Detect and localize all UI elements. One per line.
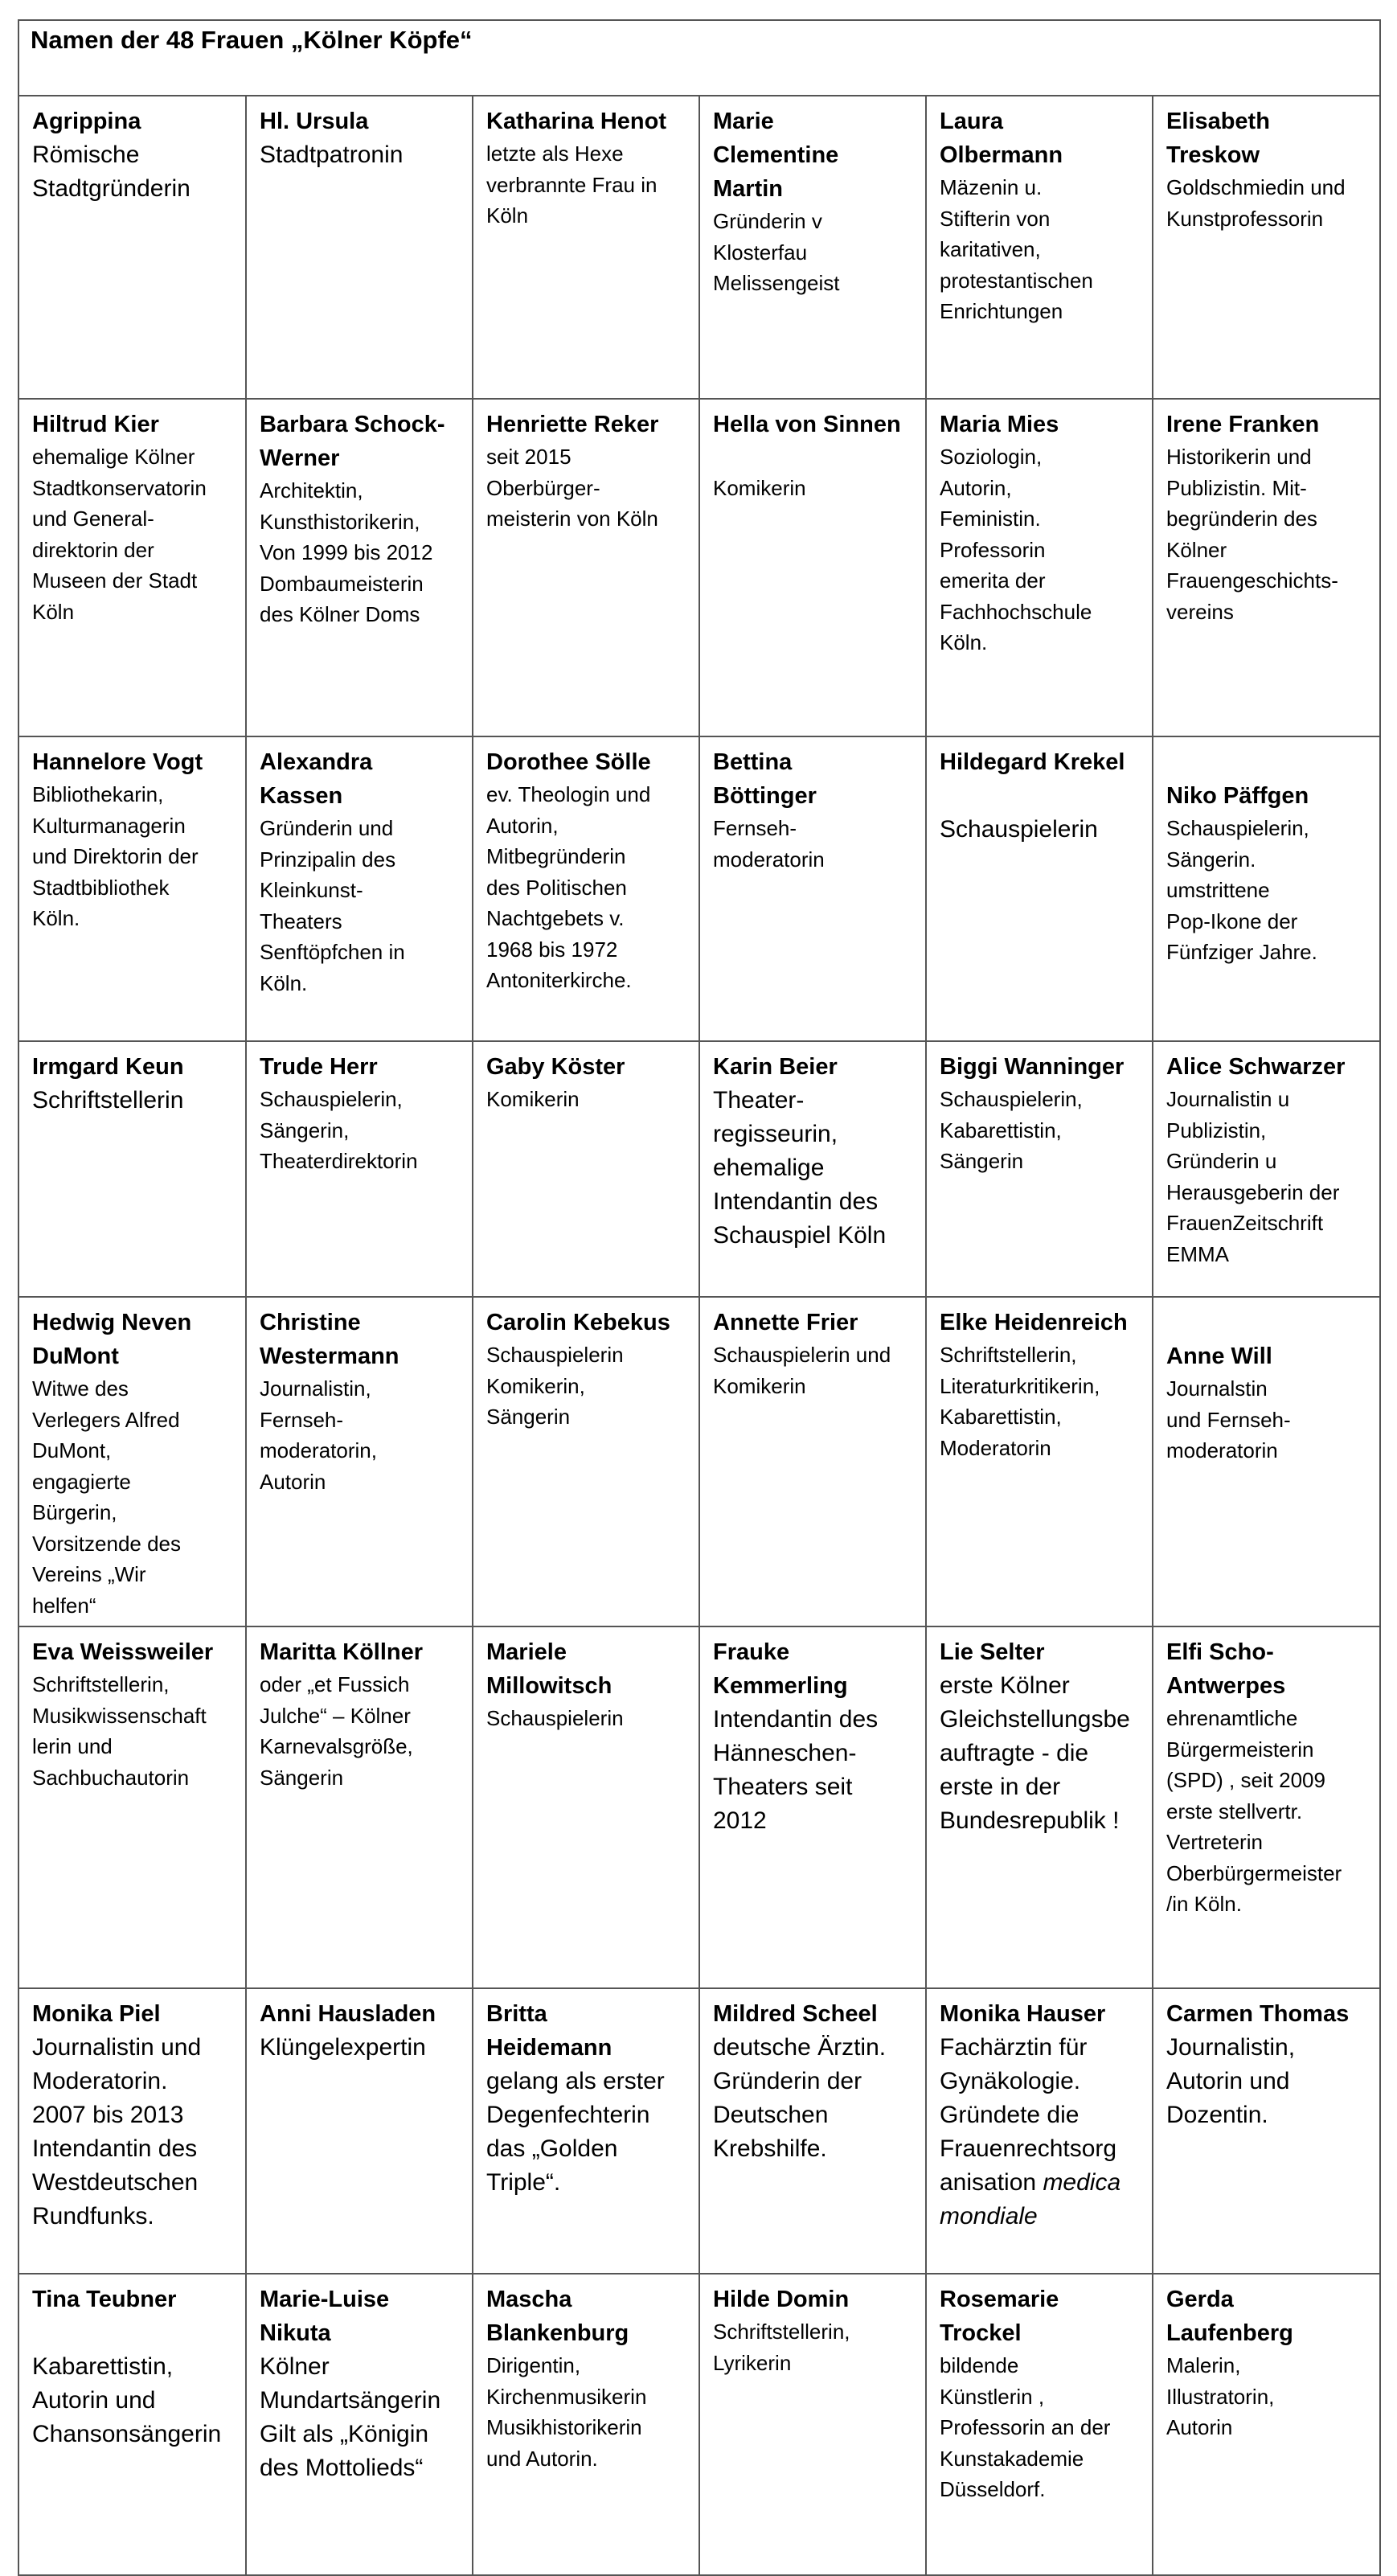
document-title: Namen der 48 Frauen „Kölner Köpfe“ bbox=[31, 26, 473, 54]
person-cell bbox=[1153, 1041, 1380, 1297]
person-cell bbox=[1153, 1988, 1380, 2274]
person-name: Hannelore Vogt bbox=[32, 749, 203, 775]
person-cell bbox=[1153, 399, 1380, 736]
person-name: Carolin Kebekus bbox=[486, 1310, 670, 1335]
description-text: Schauspielerin bbox=[940, 816, 1098, 843]
person-name: Alexandra Kassen bbox=[260, 749, 373, 809]
person-name: Rosemarie Trockel bbox=[940, 2287, 1059, 2346]
person-description bbox=[260, 813, 464, 999]
person-cell bbox=[18, 1988, 246, 2274]
person-name: Anni Hausladen bbox=[260, 2001, 436, 2027]
person-cell bbox=[246, 1626, 473, 1988]
person-name: Mariele Millowitsch bbox=[486, 1639, 612, 1699]
person-description bbox=[486, 138, 690, 232]
person-description bbox=[1166, 1703, 1371, 1920]
women-table bbox=[18, 19, 1381, 2576]
person-cell bbox=[699, 1626, 926, 1988]
person-cell bbox=[473, 399, 699, 736]
description-text: Journalstin und Fernseh- moderatorin bbox=[1166, 1376, 1291, 1462]
description-text: Schauspielerin Komikerin, Sängerin bbox=[486, 1343, 624, 1429]
person-cell bbox=[699, 1041, 926, 1297]
person-description bbox=[713, 2316, 917, 2378]
person-cell bbox=[246, 96, 473, 399]
person-cell bbox=[473, 1626, 699, 1988]
person-cell bbox=[926, 736, 1153, 1041]
person-cell bbox=[926, 1041, 1153, 1297]
person-description bbox=[940, 1339, 1144, 1463]
person-description bbox=[940, 441, 1144, 658]
description-text: Schriftstellerin, Musikwissenschaft lerin und Sachbuchautorin bbox=[32, 1672, 207, 1790]
person-cell bbox=[18, 1041, 246, 1297]
person-description bbox=[32, 779, 237, 934]
table-title bbox=[18, 20, 1380, 96]
person-name: Elke Heidenreich bbox=[940, 1310, 1128, 1335]
person-cell bbox=[18, 2274, 246, 2575]
person-description bbox=[486, 1339, 690, 1433]
person-description bbox=[1166, 172, 1371, 234]
person-name: Irene Franken bbox=[1166, 412, 1320, 437]
description-text: Fernseh- moderatorin bbox=[713, 816, 825, 872]
description-text: Schriftstellerin, Lyrikerin bbox=[713, 2320, 850, 2375]
person-cell bbox=[18, 399, 246, 736]
description-text: Goldschmiedin und Kunstprofessorin bbox=[1166, 175, 1346, 231]
person-description bbox=[486, 441, 690, 535]
person-description bbox=[1166, 2350, 1371, 2443]
person-cell bbox=[473, 96, 699, 399]
person-description bbox=[940, 779, 1144, 847]
person-cell bbox=[699, 736, 926, 1041]
person-description bbox=[940, 2350, 1144, 2505]
person-name: Christine Westermann bbox=[260, 1310, 399, 1369]
person-description bbox=[1166, 2031, 1371, 2132]
description-text: Schriftstellerin bbox=[32, 1087, 184, 1114]
table-row bbox=[18, 2274, 1380, 2575]
person-name: Hl. Ursula bbox=[260, 109, 369, 134]
table-row bbox=[18, 96, 1380, 399]
person-cell bbox=[699, 96, 926, 399]
person-cell bbox=[473, 736, 699, 1041]
person-cell bbox=[1153, 736, 1380, 1041]
description-text: seit 2015 Oberbürger- meisterin von Köln bbox=[486, 445, 658, 531]
person-name: Eva Weissweiler bbox=[32, 1639, 214, 1665]
description-text: Fachärztin für Gynäkologie. Gründete die Frauenrechtsorg anisation bbox=[940, 2034, 1117, 2196]
description-text: Witwe des Verlegers Alfred DuMont, engagierte Bürgerin, Vorsitzende des Vereins „Wir helfen“ bbox=[32, 1376, 182, 1618]
person-name: Gerda Laufenberg bbox=[1166, 2287, 1293, 2346]
description-text: bildende Künstlerin , Professorin an der Kunstakademie Düsseldorf. bbox=[940, 2353, 1111, 2501]
person-cell bbox=[699, 1297, 926, 1626]
person-description bbox=[32, 1084, 237, 1118]
description-text: Theater- regisseurin, ehemalige Intendantin des Schauspiel Köln bbox=[713, 1087, 887, 1249]
person-description bbox=[713, 1084, 917, 1253]
table-row bbox=[18, 1988, 1380, 2274]
description-text: Intendantin des Hänneschen- Theaters seit 2012 bbox=[713, 1706, 879, 1834]
person-cell bbox=[246, 736, 473, 1041]
description-text: oder „et Fussich Julche“ – Kölner Karnevalsgröße, Sängerin bbox=[260, 1672, 413, 1790]
person-description bbox=[713, 441, 917, 503]
person-description bbox=[713, 813, 917, 875]
table-row bbox=[18, 736, 1380, 1041]
person-name: Monika Hauser bbox=[940, 2001, 1106, 2027]
person-name: Hedwig Neven DuMont bbox=[32, 1310, 192, 1369]
person-cell bbox=[926, 399, 1153, 736]
person-description bbox=[486, 2065, 690, 2200]
person-cell bbox=[18, 96, 246, 399]
person-name: Barbara Schock- Werner bbox=[260, 412, 445, 471]
table-row bbox=[18, 399, 1380, 736]
person-cell bbox=[699, 399, 926, 736]
person-name: Laura Olbermann bbox=[940, 109, 1063, 168]
description-text: Komikerin bbox=[713, 475, 806, 500]
person-description bbox=[486, 779, 690, 996]
person-description bbox=[32, 441, 237, 627]
person-name: Lie Selter bbox=[940, 1639, 1045, 1665]
person-description bbox=[32, 1669, 237, 1793]
person-name: Mildred Scheel bbox=[713, 2001, 878, 2027]
person-cell bbox=[926, 1626, 1153, 1988]
person-name: Gaby Köster bbox=[486, 1054, 625, 1080]
person-name: Hiltrud Kier bbox=[32, 412, 159, 437]
person-description bbox=[486, 2350, 690, 2474]
person-name: Maritta Köllner bbox=[260, 1639, 424, 1665]
person-description bbox=[713, 2031, 917, 2166]
description-text: Kabarettistin, Autorin und Chansonsängerin bbox=[32, 2353, 222, 2447]
organization-name: medica mondiale bbox=[940, 2169, 1121, 2229]
person-description bbox=[1166, 1084, 1371, 1270]
person-cell bbox=[473, 2274, 699, 2575]
table-row bbox=[18, 1297, 1380, 1626]
person-name: Britta Heidemann bbox=[486, 2001, 612, 2061]
person-cell bbox=[18, 1626, 246, 1988]
person-description bbox=[260, 1669, 464, 1793]
person-cell bbox=[926, 2274, 1153, 2575]
person-description bbox=[260, 138, 464, 172]
person-description bbox=[940, 1669, 1144, 1838]
description-text: Kölner Mundartsängerin Gilt als „Königin des Mottolieds“ bbox=[260, 2353, 441, 2481]
person-cell bbox=[246, 2274, 473, 2575]
description-text: Schauspielerin, Sängerin. umstrittene Pop-Ikone der Fünfziger Jahre. bbox=[1166, 816, 1317, 964]
person-cell bbox=[473, 1041, 699, 1297]
person-cell bbox=[246, 1988, 473, 2274]
description-text: Dirigentin, Kirchenmusikerin Musikhistorikerin und Autorin. bbox=[486, 2353, 647, 2471]
table-row bbox=[18, 1626, 1380, 1988]
person-description bbox=[486, 1084, 690, 1115]
person-name: Marie-Luise Nikuta bbox=[260, 2287, 390, 2346]
description-text: Römische Stadtgründerin bbox=[32, 142, 190, 202]
description-text: Historikerin und Publizistin. Mit- begründerin des Kölner Frauengeschichts- vereins bbox=[1166, 445, 1338, 624]
person-cell bbox=[1153, 1297, 1380, 1626]
person-description bbox=[32, 2031, 237, 2233]
person-name: Elfi Scho- Antwerpes bbox=[1166, 1639, 1286, 1699]
description-text: Schauspielerin, Sängerin, Theaterdirektorin bbox=[260, 1087, 418, 1173]
description-text: Architektin, Kunsthistorikerin, Von 1999 bis 2012 Dombaumeisterin des Kölner Doms bbox=[260, 478, 433, 626]
description-text: Mäzenin u. Stifterin von karitativen, protestantischen Enrichtungen bbox=[940, 175, 1093, 323]
person-description bbox=[940, 2031, 1144, 2233]
person-name: Dorothee Sölle bbox=[486, 749, 651, 775]
person-description bbox=[260, 475, 464, 630]
person-description bbox=[940, 172, 1144, 327]
person-name: Annette Frier bbox=[713, 1310, 858, 1335]
person-name: Trude Herr bbox=[260, 1054, 378, 1080]
description-text: erste Kölner Gleichstellungsbe auftragte - die erste in der Bundesrepublik ! bbox=[940, 1672, 1130, 1834]
person-cell bbox=[18, 736, 246, 1041]
description-text: letzte als Hexe verbrannte Frau in Köln bbox=[486, 142, 658, 228]
description-text: Schauspielerin und Komikerin bbox=[713, 1343, 891, 1398]
person-description bbox=[713, 1703, 917, 1838]
person-cell bbox=[18, 1297, 246, 1626]
person-description bbox=[260, 1084, 464, 1177]
description-text: deutsche Ärztin. Gründerin der Deutschen Krebshilfe. bbox=[713, 2034, 887, 2162]
person-name: Henriette Reker bbox=[486, 412, 659, 437]
person-name: Carmen Thomas bbox=[1166, 2001, 1350, 2027]
description-text: Klüngelexpertin bbox=[260, 2034, 426, 2061]
person-description bbox=[940, 1084, 1144, 1177]
table-row bbox=[18, 1041, 1380, 1297]
person-description bbox=[713, 206, 917, 299]
description-text: Malerin, Illustratorin, Autorin bbox=[1166, 2353, 1275, 2439]
person-description bbox=[32, 138, 237, 206]
description-text: Stadtpatronin bbox=[260, 142, 404, 168]
person-description bbox=[1166, 813, 1371, 968]
description-text: Journalistin, Autorin und Dozentin. bbox=[1166, 2034, 1296, 2128]
person-description bbox=[260, 2350, 464, 2485]
person-name: Hildegard Krekel bbox=[940, 749, 1125, 775]
person-cell bbox=[1153, 96, 1380, 399]
description-text: Bibliothekarin, Kulturmanagerin und Direktorin der Stadtbibliothek Köln. bbox=[32, 782, 199, 930]
person-description bbox=[260, 1373, 464, 1497]
description-text: Gründerin v Klosterfau Melissengeist bbox=[713, 209, 840, 295]
description-text: ev. Theologin und Autorin, Mitbegründerin des Politischen Nachtgebets v. 1968 bis 1972 Antoniterkirche. bbox=[486, 782, 651, 992]
person-name: Hilde Domin bbox=[713, 2287, 850, 2312]
person-name: Katharina Henot bbox=[486, 109, 666, 134]
person-name: Maria Mies bbox=[940, 412, 1059, 437]
person-name: Frauke Kemmerling bbox=[713, 1639, 848, 1699]
description-text: Soziologin, Autorin, Feministin. Professorin emerita der Fachhochschule Köln. bbox=[940, 445, 1092, 654]
description-text: Schauspielerin bbox=[486, 1706, 624, 1730]
person-description bbox=[260, 2031, 464, 2065]
person-name: Mascha Blankenburg bbox=[486, 2287, 629, 2346]
person-name: Alice Schwarzer bbox=[1166, 1054, 1346, 1080]
person-cell bbox=[473, 1988, 699, 2274]
description-text: ehemalige Kölner Stadtkonservatorin und General- direktorin der Museen der Stadt Köln bbox=[32, 445, 207, 624]
description-text: ehrenamtliche Bürgermeisterin (SPD) , seit 2009 erste stellvertr. Vertreterin Oberbürgermeister /in Köln. bbox=[1166, 1706, 1342, 1916]
description-text: gelang als erster Degenfechterin das „Golden Triple“. bbox=[486, 2068, 665, 2196]
description-text: Schriftstellerin, Literaturkritikerin, Kabarettistin, Moderatorin bbox=[940, 1343, 1100, 1460]
person-cell bbox=[1153, 2274, 1380, 2575]
person-name: Marie Clementine Martin bbox=[713, 109, 839, 202]
person-name: Tina Teubner bbox=[32, 2287, 177, 2312]
person-name: Irmgard Keun bbox=[32, 1054, 184, 1080]
person-cell bbox=[473, 1297, 699, 1626]
person-description bbox=[32, 1373, 237, 1621]
person-description bbox=[32, 2316, 237, 2451]
person-description bbox=[1166, 441, 1371, 627]
person-cell bbox=[699, 1988, 926, 2274]
description-text: Komikerin bbox=[486, 1087, 580, 1111]
description-text: Journalistin, Fernseh- moderatorin, Autorin bbox=[260, 1376, 377, 1494]
person-name: Hella von Sinnen bbox=[713, 412, 901, 437]
person-description bbox=[1166, 1373, 1371, 1466]
person-name: Anne Will bbox=[1166, 1343, 1272, 1369]
person-cell bbox=[1153, 1626, 1380, 1988]
person-cell bbox=[926, 1988, 1153, 2274]
description-text: Journalistin und Moderatorin. 2007 bis 2013 Intendantin des Westdeutschen Rundfunks. bbox=[32, 2034, 202, 2229]
person-name: Elisabeth Treskow bbox=[1166, 109, 1270, 168]
description-text: Journalistin u Publizistin, Gründerin u Herausgeberin der FrauenZeitschrift EMMA bbox=[1166, 1087, 1340, 1266]
person-name: Biggi Wanninger bbox=[940, 1054, 1125, 1080]
person-cell bbox=[246, 1041, 473, 1297]
person-name: Karin Beier bbox=[713, 1054, 838, 1080]
person-name: Niko Päffgen bbox=[1166, 783, 1309, 809]
person-cell bbox=[926, 96, 1153, 399]
description-text: Gründerin und Prinzipalin des Kleinkunst- Theaters Senftöpfchen in Köln. bbox=[260, 816, 405, 995]
person-cell bbox=[246, 1297, 473, 1626]
person-name: Monika Piel bbox=[32, 2001, 161, 2027]
person-name: Agrippina bbox=[32, 109, 141, 134]
person-name: Bettina Böttinger bbox=[713, 749, 817, 809]
person-cell bbox=[699, 2274, 926, 2575]
person-description bbox=[486, 1703, 690, 1734]
person-description bbox=[713, 1339, 917, 1401]
person-cell bbox=[926, 1297, 1153, 1626]
person-cell bbox=[246, 399, 473, 736]
description-text: Schauspielerin, Kabarettistin, Sängerin bbox=[940, 1087, 1083, 1173]
